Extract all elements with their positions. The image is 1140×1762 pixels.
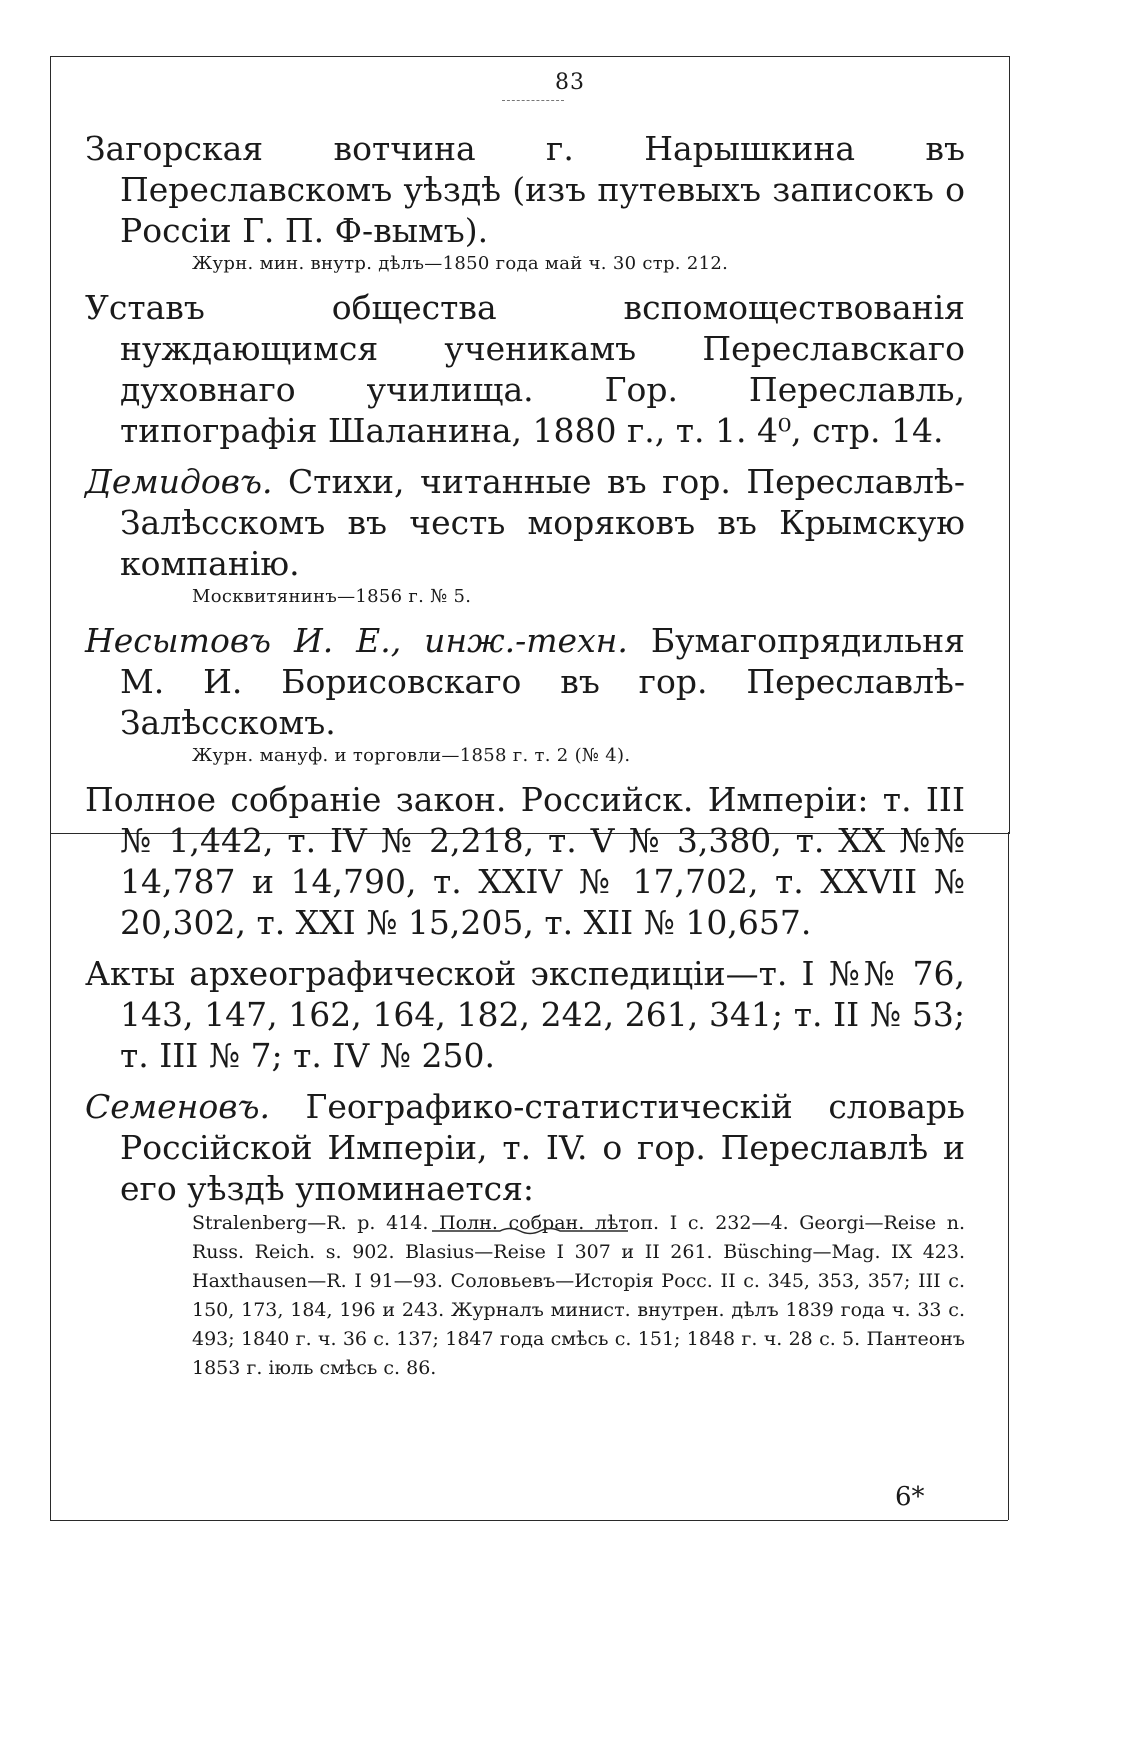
entry-body: Географико-статистическій словарь Россійской Имперіи, т. IV. о гор. Переславлѣ и его уѣздѣ упоминается: — [120, 1087, 965, 1208]
entry-text — [85, 287, 965, 451]
entry-text — [85, 128, 965, 251]
bibliography-entry — [85, 779, 965, 943]
entry-text — [85, 779, 965, 943]
entry-body: Бумагопрядильня М. И. Борисовскаго въ гор. Переславлѣ-Залѣсскомъ. — [120, 621, 965, 742]
entry-body: Загорская вотчина г. Нарышкина въ Переславскомъ уѣздѣ (изъ путевыхъ записокъ о Россіи Г. П. Ф-вымъ). — [85, 129, 965, 250]
bibliography-entry — [85, 461, 965, 610]
frame-left-rule — [50, 832, 51, 1520]
bibliography-entry — [85, 620, 965, 769]
bibliography-entry — [85, 128, 965, 277]
entry-author: Демидовъ. — [85, 462, 273, 501]
entry-body: Акты археографической экспедиціи—т. I №№ 76, 143, 147, 162, 164, 182, 242, 261, 341; т. II № 53; т. III № 7; т. IV № 250. — [85, 954, 965, 1075]
page-number: 83 — [555, 70, 585, 95]
entry-text — [85, 1086, 965, 1209]
entry-source: Журн. мин. внутр. дѣлъ—1850 года май ч. 30 стр. 212. — [192, 253, 729, 274]
entry-text — [85, 461, 965, 584]
bibliography-entry — [85, 287, 965, 451]
page-number-rule — [502, 100, 564, 101]
entry-author: Семеновъ. — [85, 1087, 270, 1126]
entry-source: Москвитянинъ—1856 г. № 5. — [192, 586, 472, 607]
frame-bottom-rule — [50, 1520, 1008, 1521]
reference-list: Stralenberg—R. p. 414. Полн. собран. лѣтоп. I с. 232—4. Georgi—Reise n. Russ. Reich. s. 902. Blasius—Reise I 307 и II 261. Büsching—Mag. IX 423. Haxthausen—R. I 91—93. Соловьевъ—Исторія Росс. II с. 345, 353, 357; III с. 150, 173, 184, 196 и 243. Журналъ минист. внутрен. дѣлъ 1839 года ч. 33 с. 493; 1840 г. ч. 36 с. 137; 1847 года смѣсь с. 151; 1848 г. ч. 28 с. 5. Пантеонъ 1853 г. іюль смѣсь с. 86. — [192, 1212, 965, 1379]
entry-author: Несытовъ И. Е., инж.-техн. — [85, 621, 628, 660]
entry-source: Журн. мануф. и торговли—1858 г. т. 2 (№ 4). — [192, 745, 631, 766]
ornament-divider — [430, 1224, 630, 1238]
entry-body: Стихи, читанные въ гор. Переславлѣ-Залѣсскомъ въ честь моряковъ въ Крымскую компанію. — [120, 462, 965, 583]
entry-text — [85, 620, 965, 743]
entry-body: Уставъ общества вспомоществованія нуждающимся ученикамъ Переславскаго духовнаго училища. Гор. Переславль, типографія Шаланина, 1880 г., т. 1. 4⁰, стр. 14. — [85, 288, 965, 450]
entry-body: Полное собраніе закон. Российск. Имперіи: т. III № 1,442, т. IV № 2,218, т. V № 3,380, т. XX №№ 14,787 и 14,790, т. XXIV № 17,702, т. XXVII № 20,302, т. XXI № 15,205, т. XII № 10,657. — [85, 780, 965, 942]
entry-text — [85, 953, 965, 1076]
bibliography-list — [85, 128, 965, 1393]
frame-right-rule — [1008, 832, 1009, 1520]
bibliography-entry — [85, 953, 965, 1076]
printer-signature: 6* — [895, 1482, 925, 1512]
